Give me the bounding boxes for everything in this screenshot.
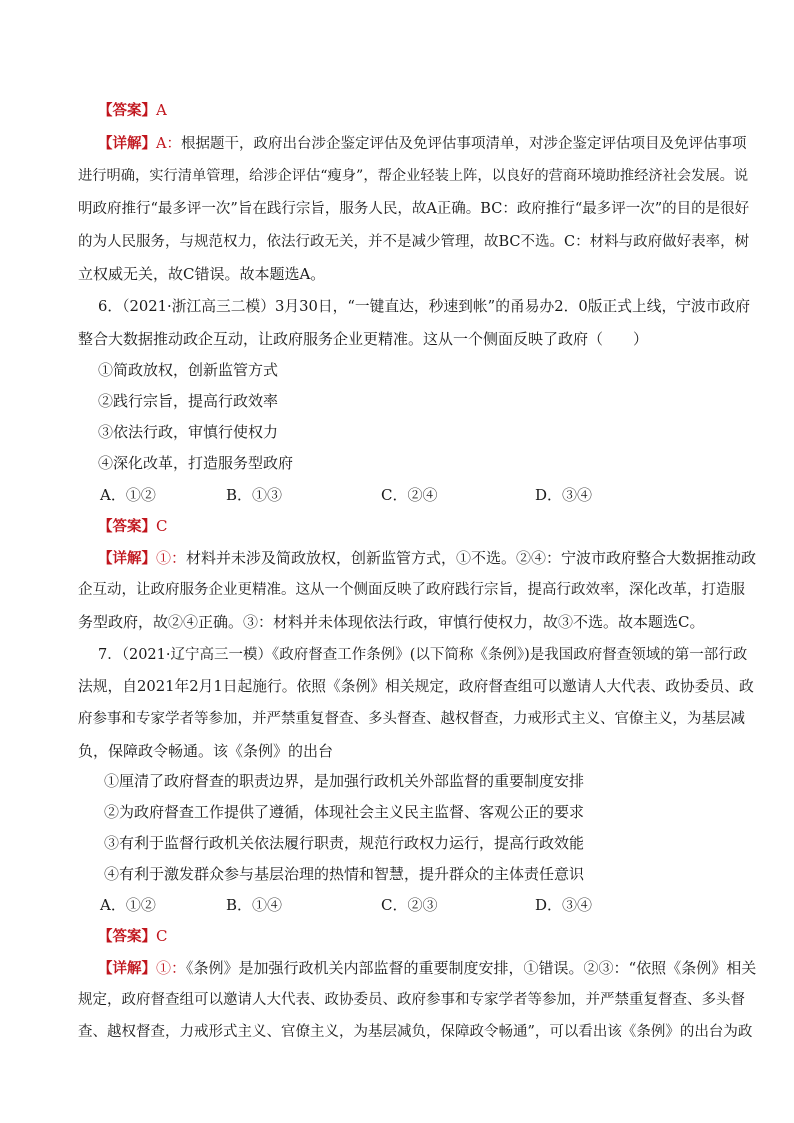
q6-item-2: ②践行宗旨，提高行政效率 [98, 392, 279, 410]
detail-tag: 【详解】 [98, 551, 156, 567]
q6-option-d: D．③④ [535, 486, 593, 504]
answer-tag: 【答案】 [98, 519, 156, 535]
q6-stem-line-2: 整合大数据推动政企互动，让政府服务企业更精准。这从一个侧面反映了政府（ ） [78, 330, 649, 348]
q7-option-c: C．②③ [381, 896, 438, 914]
q6-item-4: ④深化改革，打造服务型政府 [98, 454, 294, 472]
q7-item-2: ②为政府督查工作提供了遵循，体现社会主义民主监督、客观公正的要求 [104, 803, 585, 821]
q7-item-3: ③有利于监督行政机关依法履行职责，规范行政权力运行，提高行政效能 [104, 834, 585, 852]
q7-stem-line-3: 府参事和专家学者等参加，并严禁重复督查、多头督查、越权督查，力戒形式主义、官僚主义，为基层减 [78, 711, 745, 727]
q5-answer [98, 100, 167, 121]
detail-tag: 【详解】 [98, 136, 156, 152]
answer-value: C [156, 517, 168, 535]
q7-option-d: D．③④ [535, 896, 593, 914]
answer-tag: 【答案】 [98, 103, 156, 119]
q7-stem-line-4: 负，保障政令畅通。该《条例》的出台 [78, 742, 334, 760]
q6-detail-line-2: 企互动，让政府服务企业更精准。这从一个侧面反映了政府践行宗旨，提高行政效率，深化改革，打造服 [78, 582, 745, 598]
q5-detail-line-3: 明政府推行“最多评一次”旨在践行宗旨，服务人民，故A正确。BC：政府推行“最多评一次”的目的是很好 [78, 201, 750, 217]
q7-stem-line-2: 法规，自2021年2月1日起施行。依照《条例》相关规定，政府督查组可以邀请人大代表、政协委员、政 [78, 678, 754, 695]
q5-detail-line-4: 的为人民服务，与规范权力，依法行政无关，并不是减少管理，故BC不选。C：材料与政府做好表率，树 [78, 234, 750, 250]
q7-detail-line-2: 规定，政府督查组可以邀请人大代表、政协委员、政府参事和专家学者等参加，并严禁重复督查、多头督 [78, 992, 745, 1008]
q6-item-3: ③依法行政，审慎行使权力 [98, 423, 279, 441]
q6-option-c: C．②④ [381, 486, 438, 504]
q6-option-b: B．①③ [226, 486, 283, 504]
q5-detail-line-5: 立权威无关，故C错误。故本题选A。 [78, 265, 326, 283]
q7-option-b: B．①④ [226, 896, 283, 914]
q7-option-a: A．①② [100, 896, 156, 914]
q5-detail-line-2: 进行明确，实行清单管理，给涉企评估“瘦身”，帮企业轻装上阵，以良好的营商环境助推经济社会发展。说 [78, 168, 749, 184]
q6-answer [98, 516, 167, 537]
q7-item-4: ④有利于激发群众参与基层治理的热情和智慧，提升群众的主体责任意识 [104, 865, 585, 883]
answer-tag: 【答案】 [98, 929, 156, 945]
answer-value: C [156, 927, 168, 945]
q5-detail-line-1: 【详解】A：根据题干，政府出台涉企鉴定评估及免评估事项清单，对涉企鉴定评估项目及免评估事项 [98, 136, 747, 152]
q7-item-1: ①厘清了政府督查的职责边界，是加强行政机关外部监督的重要制度安排 [104, 772, 585, 790]
q7-answer [98, 926, 167, 947]
q6-stem-line-1: 6．（2021·浙江高三二模）3月30日，“一键直达，秒速到帐”的甬易办2．0版正式上线，宁波市政府 [98, 298, 750, 315]
q6-detail-line-3: 务型政府，故②④正确。③：材料并未体现依法行政，审慎行使权力，故③不选。故本题选C。 [78, 613, 705, 631]
q6-detail-line-1: 【详解】①：材料并未涉及简政放权，创新监管方式，①不选。②④：宁波市政府整合大数据推动政 [98, 549, 757, 567]
q7-detail-line-3: 查、越权督查，力戒形式主义、官僚主义，为基层减负，保障政令畅通”，可以看出该《条例》的出台为政 [78, 1024, 753, 1040]
answer-value: A [156, 101, 167, 119]
detail-tag: 【详解】 [98, 961, 156, 977]
q7-detail-line-1: 【详解】①：《条例》是加强行政机关内部监督的重要制度安排，①错误。②③：“依照《条例》相关 [98, 959, 757, 977]
q7-stem-line-1: 7．（2021·辽宁高三一模）《政府督查工作条例》(以下简称《条例》)是我国政府督查领域的第一部行政 [98, 647, 748, 663]
q6-option-a: A．①② [100, 486, 156, 504]
q6-item-1: ①简政放权，创新监管方式 [98, 361, 279, 379]
